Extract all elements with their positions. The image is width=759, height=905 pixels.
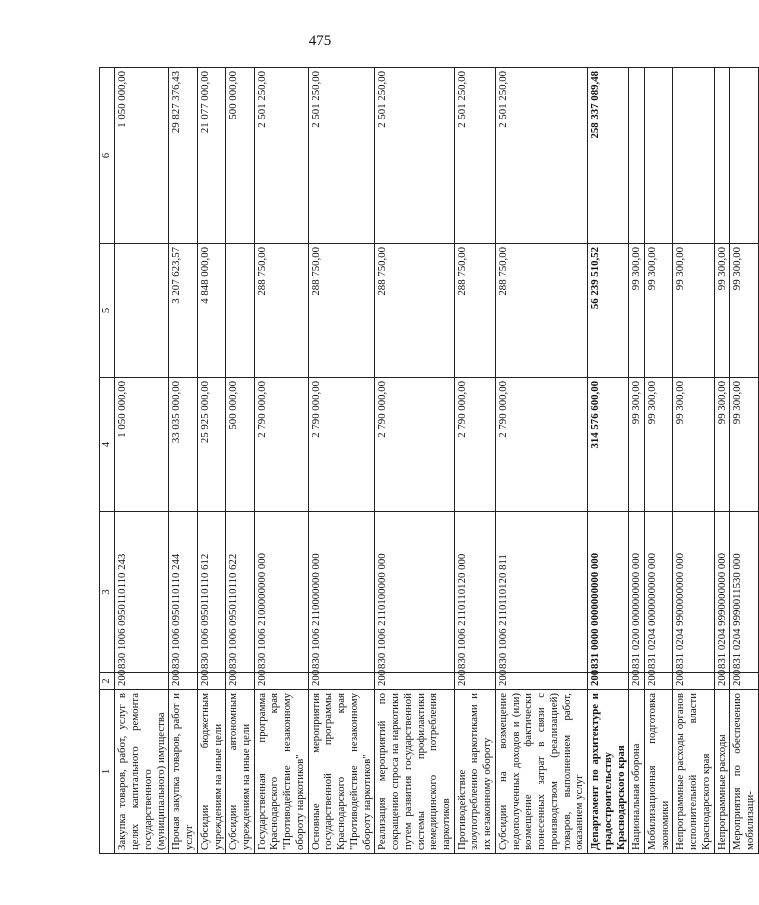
- row-code-cell: 200: [645, 673, 673, 690]
- row-kbk-cell: 830 1006 0950110110 244: [169, 512, 197, 673]
- row-total-cell: 500 000,00: [226, 68, 254, 244]
- row-change-cell: 99 300,00: [629, 244, 645, 378]
- row-name-cell: Субсидии бюджетным учреждениям на иные цели: [197, 690, 225, 854]
- row-total-cell: [645, 68, 673, 244]
- row-name-cell: Национальная оборона: [629, 690, 645, 854]
- row-name-cell: Основные мероприятия государственной программы Краснодарского края "Противодействие незаконному обороту наркотиков": [308, 690, 375, 854]
- row-kbk-cell: 830 1006 2110000000 000: [308, 512, 375, 673]
- row-name-cell: Государственная программа Краснодарского края "Противодействие незаконному обороту наркотиков": [254, 690, 308, 854]
- row-kbk-cell: 830 1006 2110100000 000: [375, 512, 454, 673]
- row-code-cell: 200: [115, 673, 169, 690]
- header-cell: 6: [100, 68, 115, 244]
- row-change-cell: 99 300,00: [714, 244, 730, 378]
- table-row: [254, 68, 308, 854]
- row-code-cell: 200: [629, 673, 645, 690]
- row-change-cell: 3 207 623,57: [169, 244, 197, 378]
- header-cell: 4: [100, 378, 115, 512]
- page-number: 475: [308, 33, 332, 49]
- row-kbk-cell: 830 1006 0950110110 612: [197, 512, 225, 673]
- row-change-cell: 4 848 000,00: [197, 244, 225, 378]
- row-change-cell: 288 750,00: [254, 244, 308, 378]
- table-row: [673, 68, 714, 854]
- row-code-cell: 200: [730, 673, 758, 690]
- row-planned-cell: 314 576 600,00: [588, 378, 629, 512]
- row-planned-cell: 99 300,00: [629, 378, 645, 512]
- row-total-cell: [629, 68, 645, 244]
- row-change-cell: 288 750,00: [454, 244, 495, 378]
- row-change-cell: 56 239 510,52: [588, 244, 629, 378]
- row-name-cell: Департамент по архитектуре и градостроительству Краснодарского края: [588, 690, 629, 854]
- rotated-table-container: [99, 68, 757, 854]
- table-row: [375, 68, 454, 854]
- row-kbk-cell: 831 0204 0000000000 000: [645, 512, 673, 673]
- row-name-cell: Субсидии автономным учреждениям на иные цели: [226, 690, 254, 854]
- row-code-cell: 200: [226, 673, 254, 690]
- row-kbk-cell: 831 0200 0000000000 000: [629, 512, 645, 673]
- header-cell: 3: [100, 512, 115, 673]
- table-row: [730, 68, 758, 854]
- row-planned-cell: 2 790 000,00: [375, 378, 454, 512]
- row-name-cell: Реализация мероприятий по сокращению спроса на наркотики путем развития государственной системы профилактики немедицинского потребления наркотиков: [375, 690, 454, 854]
- row-code-cell: 200: [495, 673, 587, 690]
- row-kbk-cell: 830 1006 2110110120 811: [495, 512, 587, 673]
- row-change-cell: 288 750,00: [495, 244, 587, 378]
- row-planned-cell: 99 300,00: [673, 378, 714, 512]
- row-kbk-cell: 831 0204 9990011530 000: [730, 512, 758, 673]
- row-code-cell: 200: [308, 673, 375, 690]
- table-row: [454, 68, 495, 854]
- header-cell: 2: [100, 673, 115, 690]
- table-row: [588, 68, 629, 854]
- header-row: [100, 68, 115, 854]
- row-planned-cell: 99 300,00: [645, 378, 673, 512]
- row-change-cell: 288 750,00: [375, 244, 454, 378]
- row-total-cell: 2 501 250,00: [254, 68, 308, 244]
- table-body: [100, 68, 759, 854]
- row-total-cell: 1 050 000,00: [115, 68, 169, 244]
- row-name-cell: Закупка товаров, работ, услуг в целях капитального ремонта государственного (муниципального) имущества: [115, 690, 169, 854]
- table-row: [226, 68, 254, 854]
- header-cell: 5: [100, 244, 115, 378]
- row-change-cell: 99 300,00: [645, 244, 673, 378]
- row-code-cell: 200: [254, 673, 308, 690]
- row-change-cell: 99 300,00: [730, 244, 758, 378]
- row-planned-cell: 2 790 000,00: [308, 378, 375, 512]
- row-name-cell: Субсидии на возмещение недополученных доходов и (или) возмещение фактически понесенных затрат в связи с производством (реализацией) товаров, выполнением работ, оказанием услуг: [495, 690, 587, 854]
- table-row: [629, 68, 645, 854]
- row-name-cell: Непрограммные расходы органов исполнительной власти Краснодарского края: [673, 690, 714, 854]
- row-planned-cell: 2 790 000,00: [254, 378, 308, 512]
- table-row: [714, 68, 730, 854]
- row-name-cell: Мероприятия по обеспечению мобилизаци-: [730, 690, 758, 854]
- row-name-cell: Непрограммные расходы: [714, 690, 730, 854]
- row-code-cell: 200: [454, 673, 495, 690]
- row-change-cell: [226, 244, 254, 378]
- row-planned-cell: 500 000,00: [226, 378, 254, 512]
- row-planned-cell: 33 035 000,00: [169, 378, 197, 512]
- row-total-cell: 2 501 250,00: [495, 68, 587, 244]
- table-row: [169, 68, 197, 854]
- row-name-cell: Противодействие злоупотреблению наркотиками и их незаконному обороту: [454, 690, 495, 854]
- row-code-cell: 200: [169, 673, 197, 690]
- row-planned-cell: 99 300,00: [714, 378, 730, 512]
- row-kbk-cell: 831 0204 9990000000 000: [714, 512, 730, 673]
- row-kbk-cell: 831 0204 9900000000 000: [673, 512, 714, 673]
- table-row: [645, 68, 673, 854]
- row-code-cell: 200: [588, 673, 629, 690]
- row-total-cell: 2 501 250,00: [308, 68, 375, 244]
- row-kbk-cell: 830 1006 2110110120 000: [454, 512, 495, 673]
- row-code-cell: 200: [375, 673, 454, 690]
- row-total-cell: 2 501 250,00: [454, 68, 495, 244]
- row-change-cell: [115, 244, 169, 378]
- row-total-cell: 29 827 376,43: [169, 68, 197, 244]
- row-code-cell: 200: [197, 673, 225, 690]
- row-name-cell: Прочая закупка товаров, работ и услуг: [169, 690, 197, 854]
- table-row: [308, 68, 375, 854]
- row-total-cell: 258 337 089,48: [588, 68, 629, 244]
- table-row: [197, 68, 225, 854]
- row-total-cell: 2 501 250,00: [375, 68, 454, 244]
- row-change-cell: 288 750,00: [308, 244, 375, 378]
- header-cell: 1: [100, 690, 115, 854]
- row-planned-cell: 99 300,00: [730, 378, 758, 512]
- row-total-cell: [714, 68, 730, 244]
- table-row: [495, 68, 587, 854]
- row-change-cell: 99 300,00: [673, 244, 714, 378]
- row-planned-cell: 2 790 000,00: [495, 378, 587, 512]
- budget-table: [99, 67, 759, 854]
- row-planned-cell: 2 790 000,00: [454, 378, 495, 512]
- row-kbk-cell: 831 0000 0000000000 000: [588, 512, 629, 673]
- row-name-cell: Мобилизационная подготовка экономики: [645, 690, 673, 854]
- row-total-cell: [730, 68, 758, 244]
- row-code-cell: 200: [673, 673, 714, 690]
- row-kbk-cell: 830 1006 2100000000 000: [254, 512, 308, 673]
- row-kbk-cell: 830 1006 0950110110 622: [226, 512, 254, 673]
- row-kbk-cell: 830 1006 0950110110 243: [115, 512, 169, 673]
- row-code-cell: 200: [714, 673, 730, 690]
- row-planned-cell: 1 050 000,00: [115, 378, 169, 512]
- row-total-cell: [673, 68, 714, 244]
- row-planned-cell: 25 925 000,00: [197, 378, 225, 512]
- table-row: [115, 68, 169, 854]
- row-total-cell: 21 077 000,00: [197, 68, 225, 244]
